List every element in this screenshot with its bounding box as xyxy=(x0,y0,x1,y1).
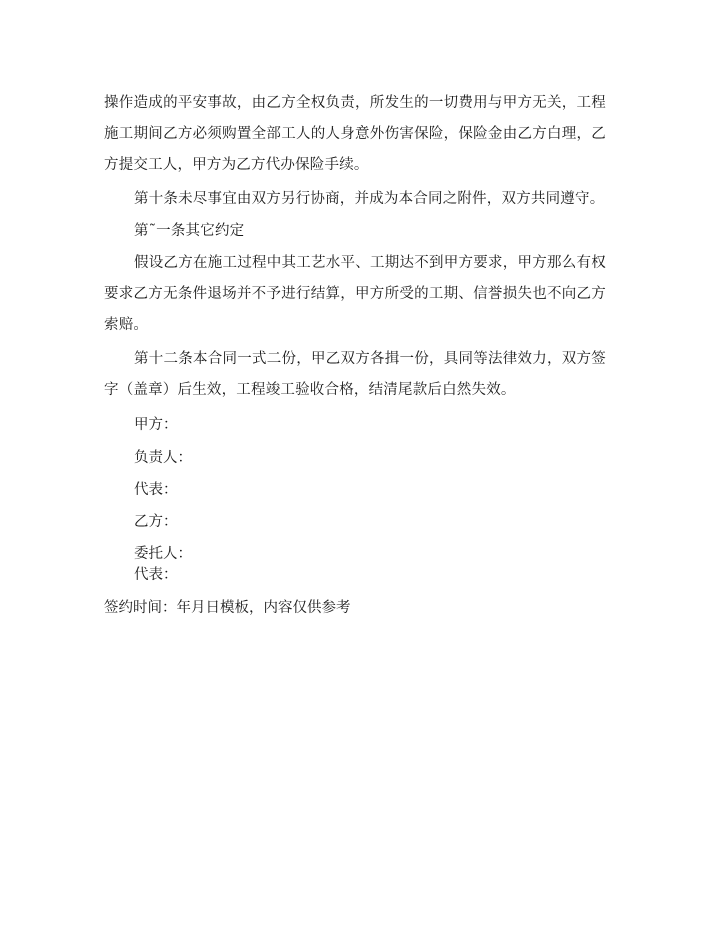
signing-date-footer: 签约时间：年月日模板，内容仅供参考 xyxy=(104,600,351,616)
signature-representative-a: 代表： xyxy=(134,482,178,498)
paragraph-article-11-body: 假设乙方在施工过程中其工艺水平、工期达不到甲方要求，甲方那么有权要求乙方无条件退场并不予进行结算，甲方所受的工期、信誉损失也不向乙方索赔。 xyxy=(104,255,606,333)
paragraph-article-12: 第十二条本合同一式二份，甲乙双方各揖一份，具同等法律效力，双方签字（盖章）后生效，工程竣工验收合格，结清尾款后白然失效。 xyxy=(104,351,606,398)
signature-representative-b: 代表： xyxy=(134,567,178,583)
paragraph-safety-insurance: 操作造成的平安事故，由乙方全权负责，所发生的一切费用与甲方无关，工程施工期间乙方必须购置全部工人的人身意外伤害保险，保险金由乙方白理，乙方提交工人，甲方为乙方代办保险手续。 xyxy=(104,95,606,173)
signature-responsible-person: 负责人： xyxy=(134,450,192,466)
signature-party-b: 乙方： xyxy=(134,514,178,530)
paragraph-article-11-heading: 第˜一条其它约定 xyxy=(134,223,245,239)
paragraph-article-10: 第十条未尽事宜由双方另行协商，并成为本合同之附件，双方共同遵守。 xyxy=(134,191,605,207)
signature-trustee: 委托人： xyxy=(134,546,192,562)
signature-party-a: 甲方： xyxy=(134,417,178,433)
